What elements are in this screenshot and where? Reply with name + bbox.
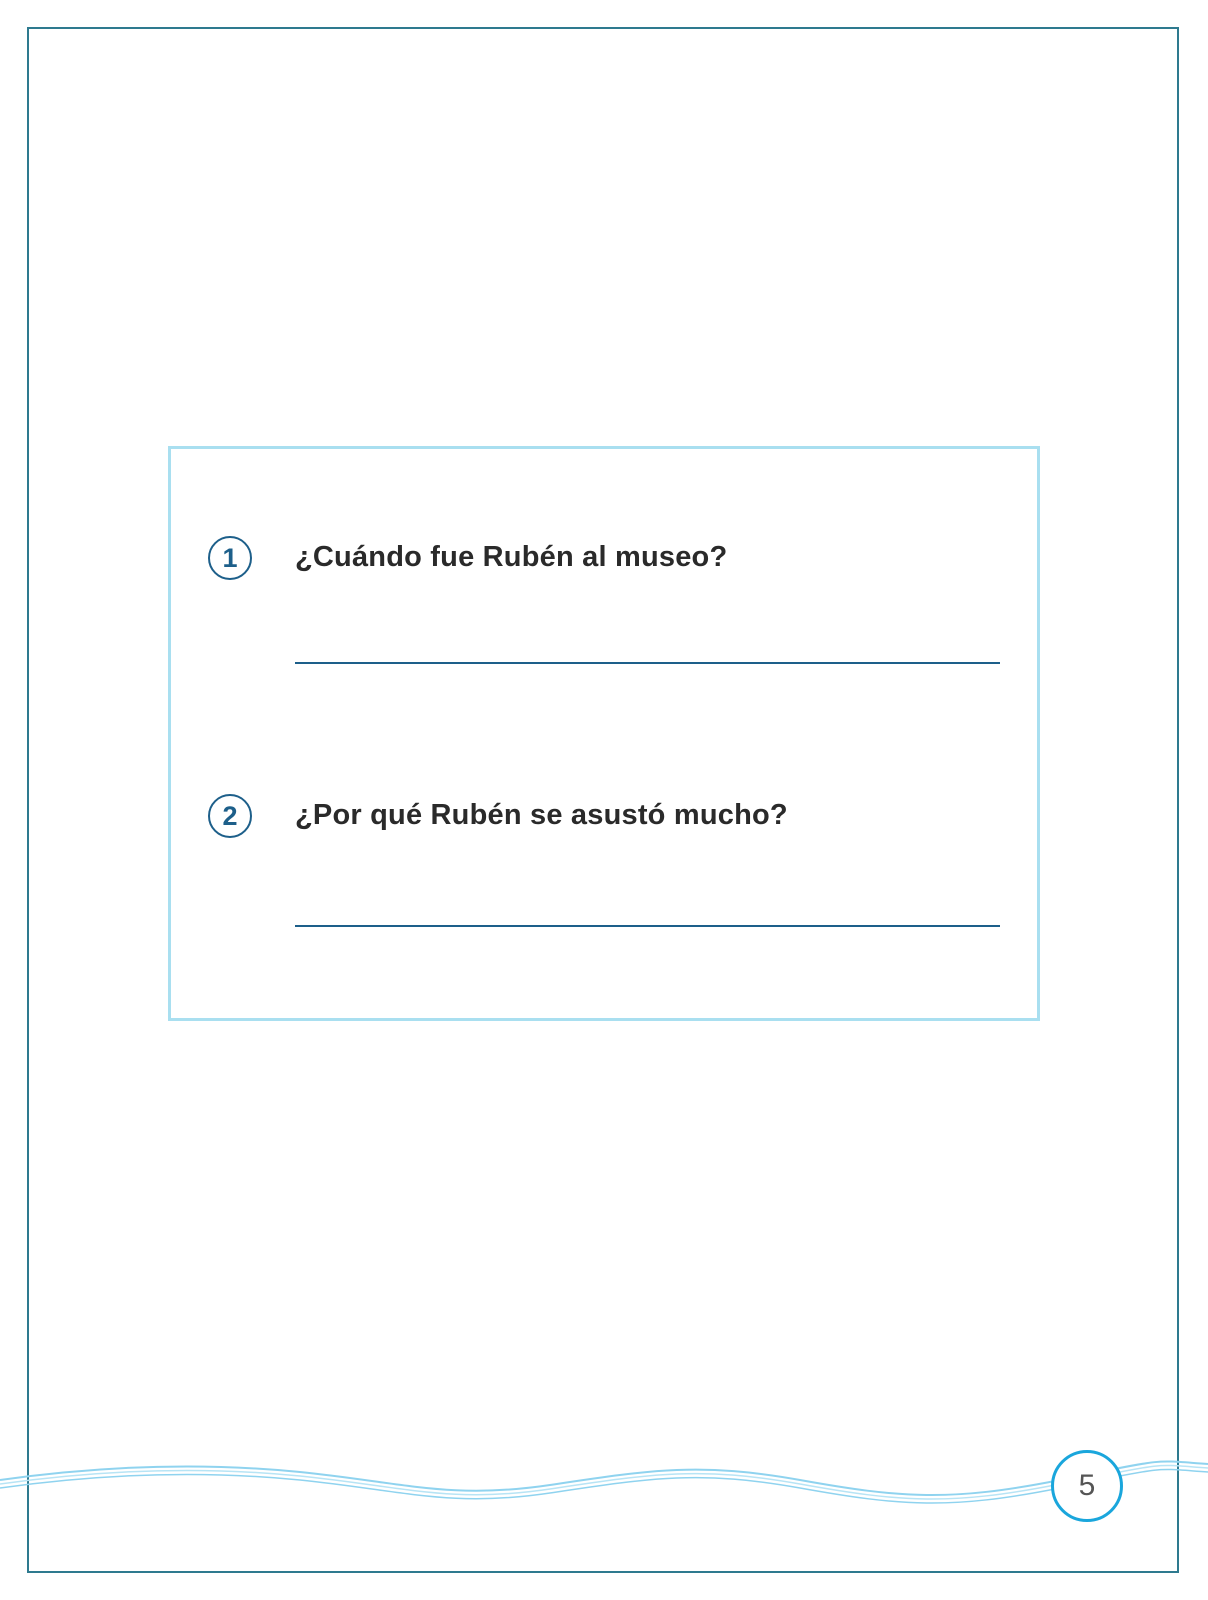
question-box: [168, 446, 1040, 1021]
question-text: ¿Por qué Rubén se asustó mucho?: [295, 799, 788, 831]
question-number-badge: 1: [208, 536, 252, 580]
answer-line[interactable]: [295, 925, 1000, 927]
question-number-badge: 2: [208, 794, 252, 838]
wave-decoration: [0, 1440, 1208, 1520]
answer-line[interactable]: [295, 662, 1000, 664]
page-number: 5: [1051, 1450, 1123, 1522]
question-text: ¿Cuándo fue Rubén al museo?: [295, 541, 728, 573]
